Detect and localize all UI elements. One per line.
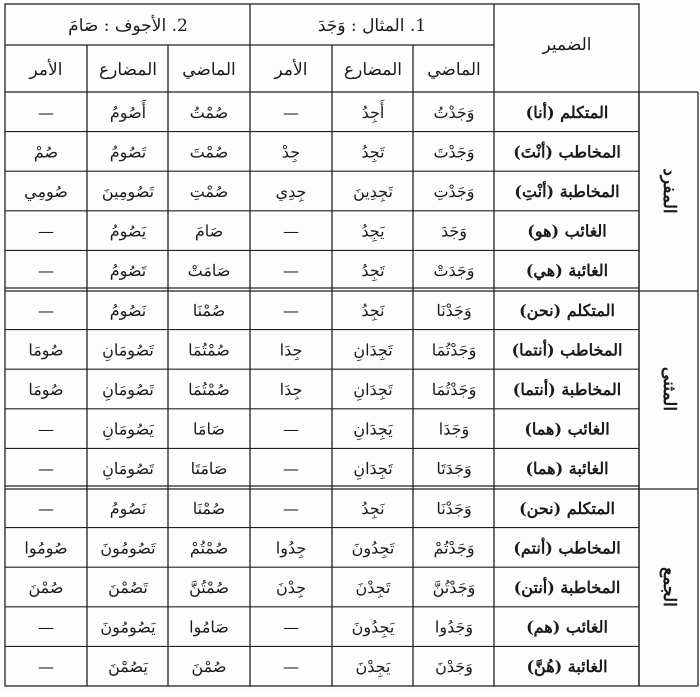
conjugation-cell: وَجَدْتِ: [433, 182, 475, 201]
section-label: المثنى: [659, 366, 679, 412]
section-label: المفرد: [659, 168, 679, 214]
conjugation-cell: تَجِدُ: [361, 261, 385, 281]
conjugation-cell: وَجَدْنَا: [436, 300, 472, 320]
conjugation-cell: صَامَتْ: [187, 261, 231, 281]
conjugation-cell: —: [38, 419, 54, 439]
conjugation-cell: —: [38, 261, 54, 281]
conjugation-cell: —: [283, 221, 299, 241]
conjugation-cell: صَامَتَا: [190, 459, 228, 479]
conjugation-cell: صَامَا: [193, 419, 225, 439]
pronoun-cell: المتكلم (نحن): [519, 498, 615, 518]
conjugation-cell: وَجَدْنَ: [435, 657, 473, 677]
conjugation-cell: وَجَدَا: [438, 419, 470, 439]
pronoun-cell: الغائبة (هُنَّ): [526, 657, 608, 677]
conjugation-cell: وَجَدْتُمَا: [431, 380, 477, 399]
conjugation-cell: —: [38, 459, 54, 479]
conjugation-cell: وَجَدْتُمَا: [431, 340, 477, 360]
conjugation-cell: صَامُوا: [189, 617, 229, 637]
conjugation-cell: صُمْنَا: [192, 498, 226, 518]
conjugation-cell: تَصُومَانِ: [102, 380, 154, 399]
conjugation-cell: وَجَدْنَا: [436, 498, 472, 518]
conjugation-cell: وَجَدْتَ: [433, 142, 475, 162]
conjugation-cell: تَجِدَانِ: [353, 340, 393, 360]
conjugation-cell: يَجِدَانِ: [353, 419, 393, 439]
conjugation-cell: صُمْتُنَّ: [189, 578, 229, 597]
conjugation-cell: تَجِدُ: [361, 142, 385, 162]
pronoun-cell: الغائب (هم): [526, 617, 608, 637]
conjugation-cell: جِدِي: [275, 182, 307, 201]
conjugation-cell: —: [38, 221, 54, 241]
conjugation-cell: صُمْتُمَا: [188, 380, 230, 399]
conjugation-cell: يَجِدْنَ: [355, 657, 391, 677]
section-label: الجمع: [659, 567, 679, 607]
conjugation-cell: نَصُومُ: [109, 498, 147, 518]
conjugation-cell: وَجَدَتْ: [433, 261, 475, 281]
conjugation-cell: —: [38, 498, 54, 518]
pronoun-cell: الغائب (هو): [527, 221, 607, 241]
conjugation-cell: وَجَدُوا: [434, 617, 474, 637]
conjugation-cell: جِدْ: [281, 142, 301, 162]
conjugation-cell: صُومَا: [28, 340, 64, 360]
conjugation-cell: صُومَا: [28, 380, 64, 399]
column-header-imperative: الأمر: [274, 60, 308, 80]
conjugation-cell: نَصُومُ: [109, 300, 147, 320]
conjugation-cell: صُومُوا: [24, 538, 68, 558]
conjugation-cell: نَجِدُ: [361, 300, 385, 320]
conjugation-cell: صُمْتُمْ: [189, 538, 229, 558]
conjugation-cell: صُمْتُ: [189, 102, 229, 122]
conjugation-cell: تَجِدْنَ: [355, 578, 391, 597]
pronoun-cell: المخاطب (أنتما): [511, 340, 623, 360]
column-header-imperative: الأمر: [29, 60, 63, 80]
conjugation-cell: تَصُومُ: [109, 142, 147, 162]
pronoun-cell: الغائبة (هما): [525, 459, 609, 479]
pronoun-cell: المخاطب (أنتم): [513, 538, 621, 558]
conjugation-cell: يَصُمْنَ: [108, 657, 148, 677]
pronoun-cell: المخاطبة (أنْتِ): [514, 182, 620, 201]
conjugation-cell: نَجِدُ: [361, 498, 385, 518]
conjugation-cell: —: [283, 102, 299, 122]
conjugation-cell: جِدَا: [279, 340, 303, 360]
conjugation-cell: جِدُوا: [275, 538, 307, 558]
conjugation-cell: —: [283, 261, 299, 281]
conjugation-cell: —: [38, 102, 54, 122]
conjugation-cell: تَصُمْنَ: [108, 578, 148, 597]
conjugation-cell: وَجَدْتُمْ: [433, 538, 475, 558]
conjugation-cell: صُمْتِ: [189, 182, 229, 201]
conjugation-cell: —: [283, 617, 299, 637]
conjugation-cell: يَجِدُ: [361, 221, 385, 241]
conjugation-cell: تَجِدِينَ: [353, 182, 393, 201]
header-pronoun: الضمير: [542, 35, 592, 55]
conjugation-cell: —: [283, 459, 299, 479]
conjugation-cell: —: [283, 498, 299, 518]
conjugation-cell: جِدْنَ: [275, 578, 307, 597]
conjugation-cell: صَامَ: [194, 221, 224, 241]
column-header-present: المضارع: [343, 60, 403, 80]
pronoun-cell: المتكلم (أنا): [525, 102, 609, 122]
conjugation-cell: تَصُومَانِ: [102, 340, 154, 360]
column-header-past: الماضي: [182, 60, 236, 80]
conjugation-cell: تَصُومِينَ: [101, 182, 155, 201]
conjugation-cell: صُمْنَ: [28, 578, 64, 597]
conjugation-cell: يَصُومُونَ: [100, 617, 156, 637]
conjugation-cell: —: [38, 300, 54, 320]
conjugation-cell: صُمْ: [33, 142, 59, 162]
column-header-present: المضارع: [98, 60, 158, 80]
header-group-ajwaf: 2. الأجوف : صَامَ: [68, 16, 188, 36]
conjugation-cell: تَصُومُ: [109, 261, 147, 281]
conjugation-cell: صُمْتَ: [189, 142, 229, 162]
conjugation-cell: يَجِدُونَ: [351, 617, 395, 637]
conjugation-cell: أَجِدُ: [361, 102, 385, 122]
pronoun-cell: المخاطب (أنْتَ): [513, 142, 621, 162]
conjugation-cell: وَجَدَ: [440, 221, 468, 241]
conjugation-cell: يَصُومَانِ: [102, 419, 154, 439]
pronoun-cell: المتكلم (نحن): [519, 300, 615, 320]
conjugation-cell: —: [283, 300, 299, 320]
conjugation-cell: صُومِي: [24, 182, 68, 201]
conjugation-cell: —: [38, 617, 54, 637]
pronoun-cell: المخاطبة (أنتن): [513, 578, 621, 597]
conjugation-cell: تَصُومُونَ: [100, 538, 156, 558]
header-group-mithal: 1. المثال : وَجَدَ: [317, 16, 427, 36]
conjugation-cell: وَجَدَتَا: [436, 459, 472, 479]
conjugation-cell: —: [283, 657, 299, 677]
conjugation-cell: تَصُومَانِ: [102, 459, 154, 479]
pronoun-cell: الغائبة (هي): [525, 261, 609, 281]
conjugation-cell: أَصُومُ: [109, 102, 147, 122]
conjugation-cell: صُمْتُمَا: [188, 340, 230, 360]
conjugation-cell: صُمْنَا: [192, 300, 226, 320]
conjugation-cell: تَجِدَانِ: [353, 459, 393, 479]
conjugation-cell: —: [283, 419, 299, 439]
pronoun-cell: المخاطبة (أنتما): [512, 380, 622, 399]
conjugation-cell: —: [38, 657, 54, 677]
column-header-past: الماضي: [427, 60, 481, 80]
conjugation-cell: تَجِدُونَ: [351, 538, 395, 558]
conjugation-cell: وَجَدْتُ: [433, 102, 475, 122]
conjugation-cell: صُمْنَ: [191, 657, 227, 677]
pronoun-cell: الغائب (هما): [524, 419, 610, 439]
conjugation-cell: جِدَا: [279, 380, 303, 399]
conjugation-cell: وَجَدْتُنَّ: [432, 578, 476, 597]
conjugation-cell: تَجِدَانِ: [353, 380, 393, 399]
conjugation-cell: يَصُومُ: [109, 221, 147, 241]
